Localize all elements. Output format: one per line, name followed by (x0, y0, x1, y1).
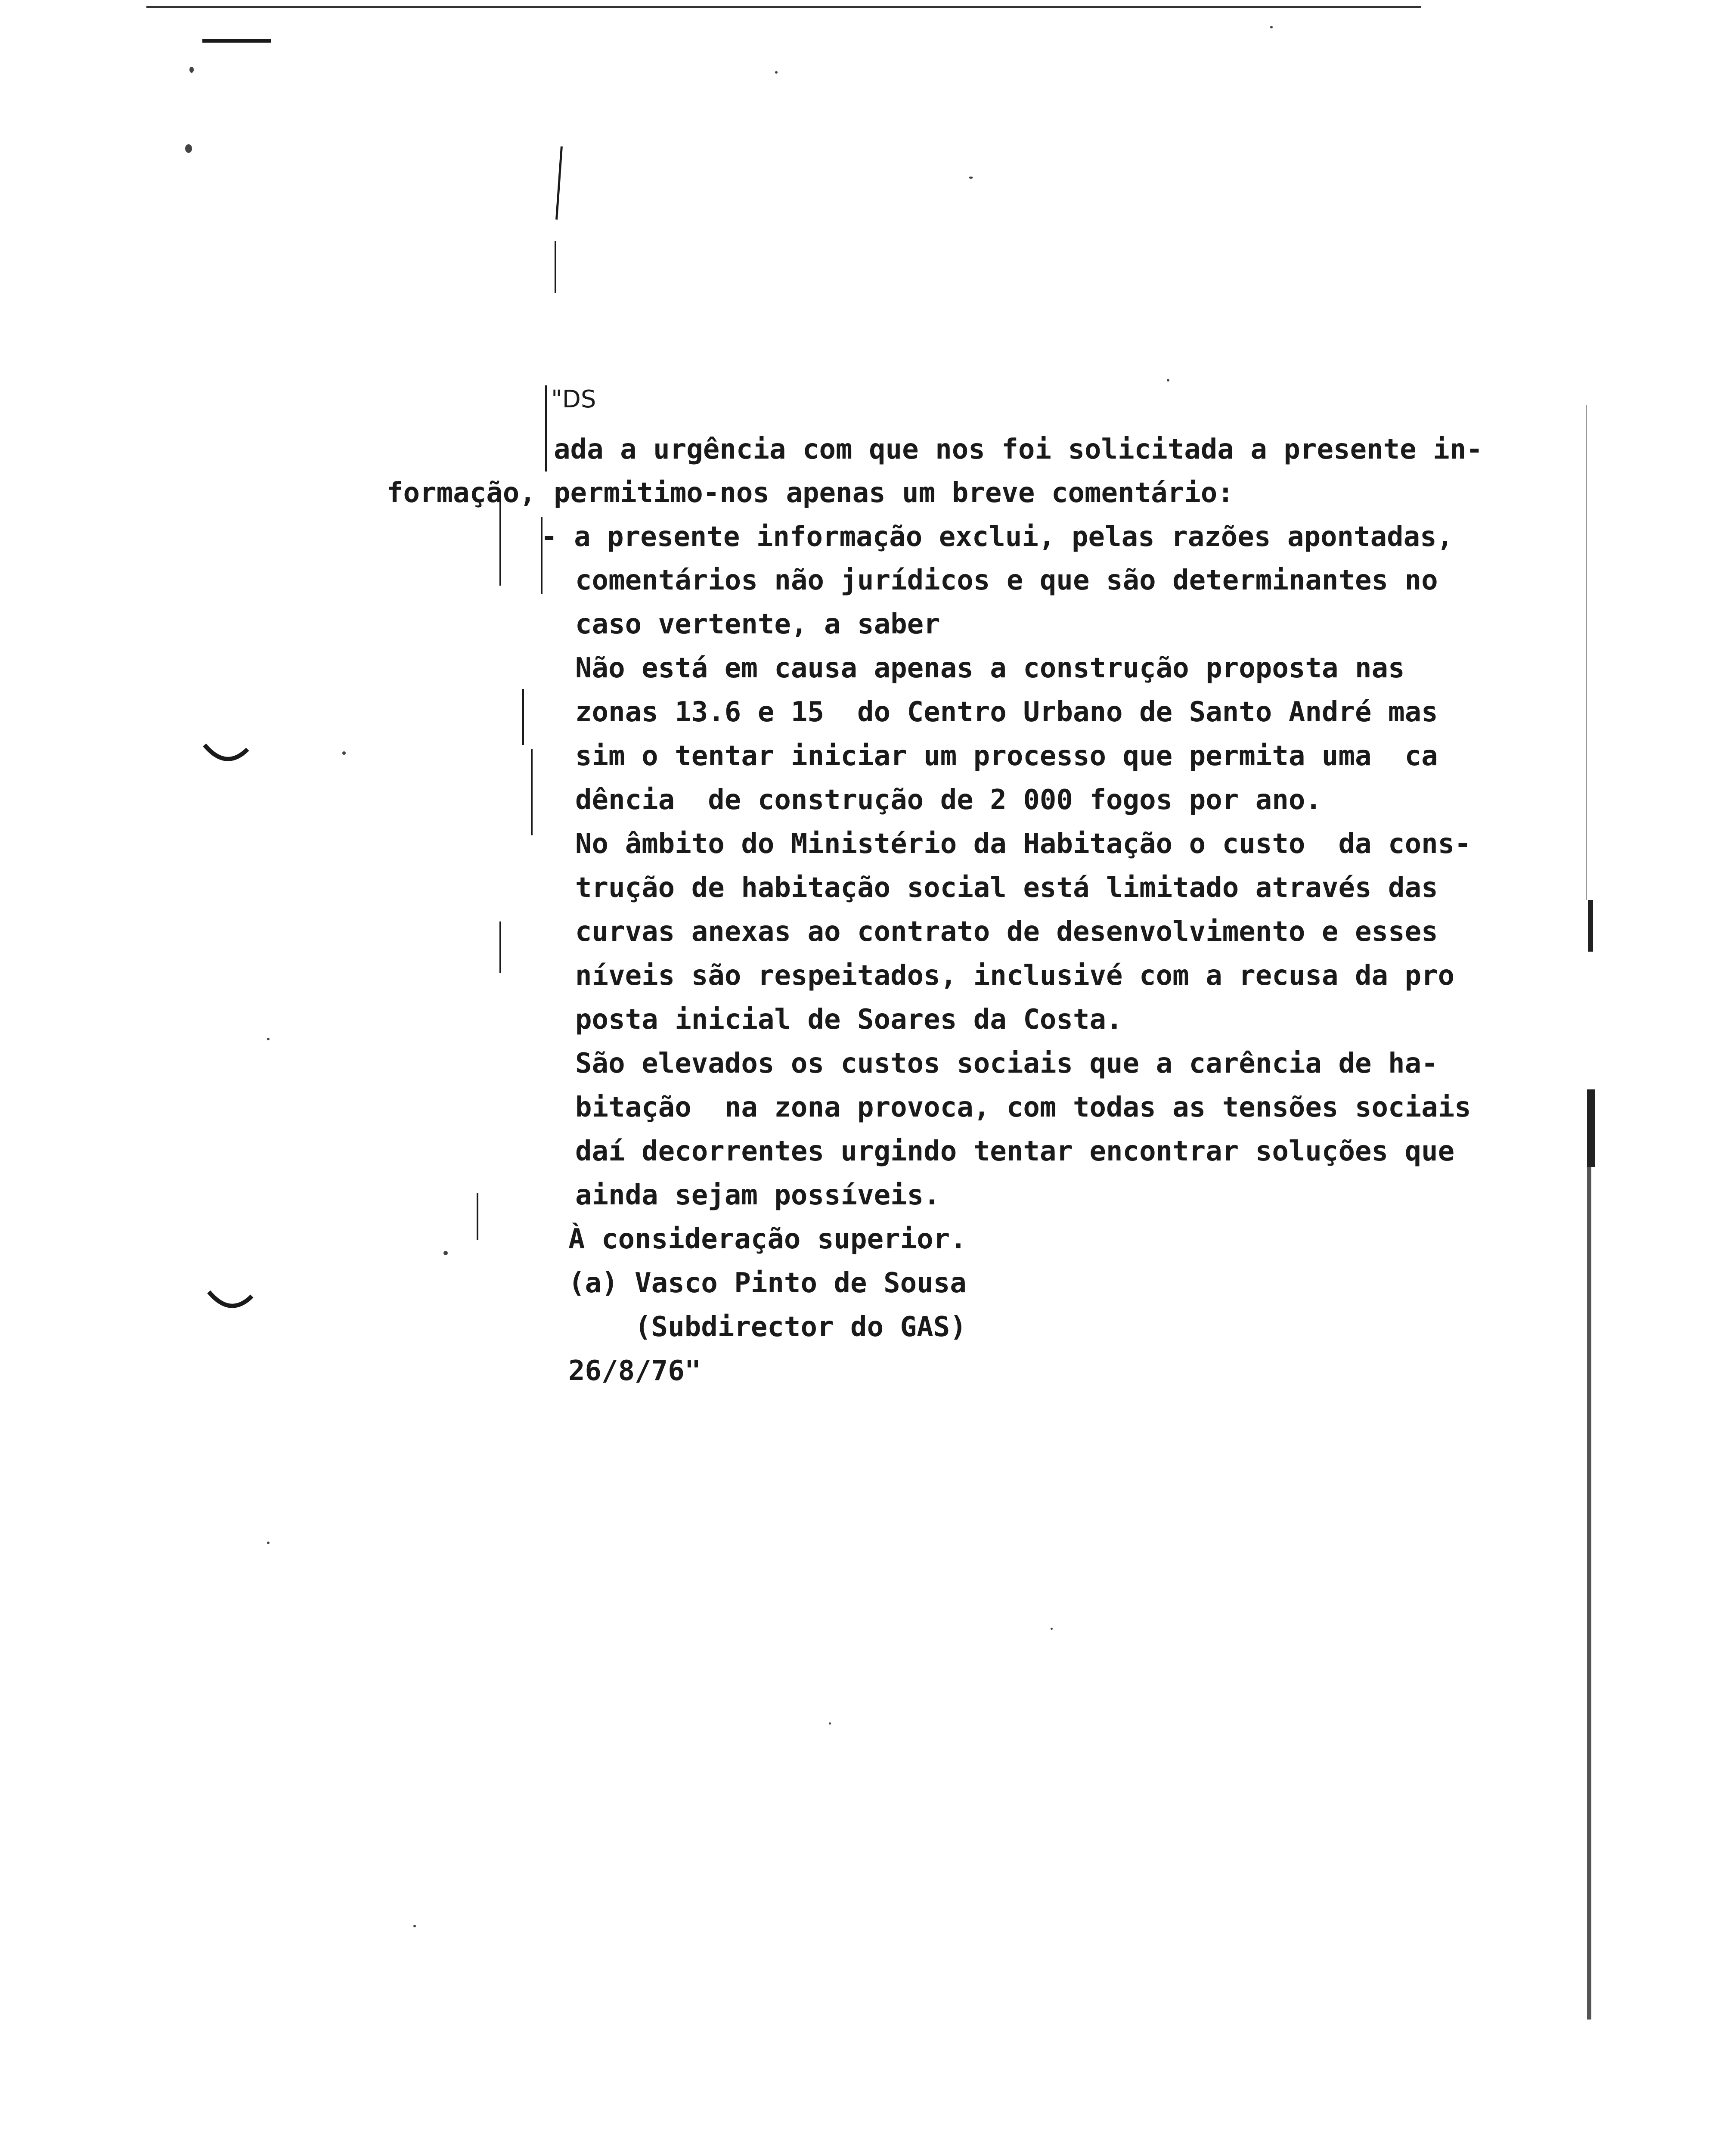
text-line: À consideração superior. (568, 1223, 967, 1255)
speck (1051, 1628, 1053, 1630)
text-line: 26/8/76" (568, 1355, 701, 1387)
speck (267, 1542, 270, 1544)
margin-stroke (555, 241, 556, 293)
right-edge-bar (1588, 900, 1593, 952)
text-line: zonas 13.6 e 15 do Centro Urbano de Santo André mas (575, 696, 1438, 728)
text-line: trução de habitação social está limitado através das (575, 872, 1438, 904)
text-line: bitação na zona provoca, com todas as tensões sociais (575, 1092, 1471, 1123)
speck (1167, 379, 1169, 382)
right-edge-line (1586, 405, 1587, 900)
text-line: (a) Vasco Pinto de Sousa (568, 1267, 967, 1299)
punch-curve (202, 741, 250, 771)
top-left-dash (202, 39, 271, 43)
text-line: São elevados os custos sociais que a carência de ha- (575, 1048, 1438, 1080)
punch-curve (207, 1287, 254, 1318)
margin-bracket (499, 921, 501, 973)
margin-word: formação, (387, 477, 536, 509)
text-line: comentários não jurídicos e que são determinantes no (575, 565, 1438, 596)
speck (413, 1925, 416, 1927)
text-line: - a presente informação exclui, pelas razões apontadas, (541, 521, 1454, 553)
speck (775, 71, 778, 74)
speck (969, 177, 973, 179)
margin-bracket (545, 385, 547, 472)
header-tag: "DS (551, 385, 596, 413)
text-line: ainda sejam possíveis. (575, 1179, 940, 1211)
speck (829, 1722, 831, 1725)
text-line: Não está em causa apenas a construção proposta nas (575, 652, 1405, 684)
text-line: dência de construção de 2 000 fogos por ano. (575, 784, 1322, 816)
punch-dot (185, 144, 192, 153)
text-line: posta inicial de Soares da Costa. (575, 1004, 1123, 1036)
right-edge-bar (1587, 1089, 1595, 1167)
text-line: daí decorrentes urgindo tentar encontrar soluções que (575, 1135, 1455, 1167)
text-line: (Subdirector do GAS) (568, 1311, 967, 1343)
speck (443, 1251, 448, 1255)
text-line: ada a urgência com que nos foi solicitada a presente in- (554, 434, 1483, 465)
punch-dot (189, 67, 194, 73)
text-line: sim o tentar iniciar um processo que permita uma ca (575, 740, 1438, 772)
text-line: No âmbito do Ministério da Habitação o custo da cons- (575, 828, 1471, 860)
margin-bracket (522, 689, 524, 745)
text-line: caso vertente, a saber (575, 608, 940, 640)
margin-bracket (531, 749, 533, 835)
margin-bracket (477, 1193, 478, 1240)
top-rule (146, 6, 1421, 8)
speck (342, 751, 346, 755)
text-line: níveis são respeitados, inclusivé com a recusa da pro (575, 960, 1455, 992)
speck (1270, 26, 1273, 28)
margin-stroke (555, 146, 563, 220)
right-edge-bar (1587, 1094, 1591, 2020)
text-line: curvas anexas ao contrato de desenvolvimento e esses (575, 916, 1438, 948)
text-line: permitimo-nos apenas um breve comentário: (554, 477, 1234, 509)
speck (267, 1038, 270, 1040)
